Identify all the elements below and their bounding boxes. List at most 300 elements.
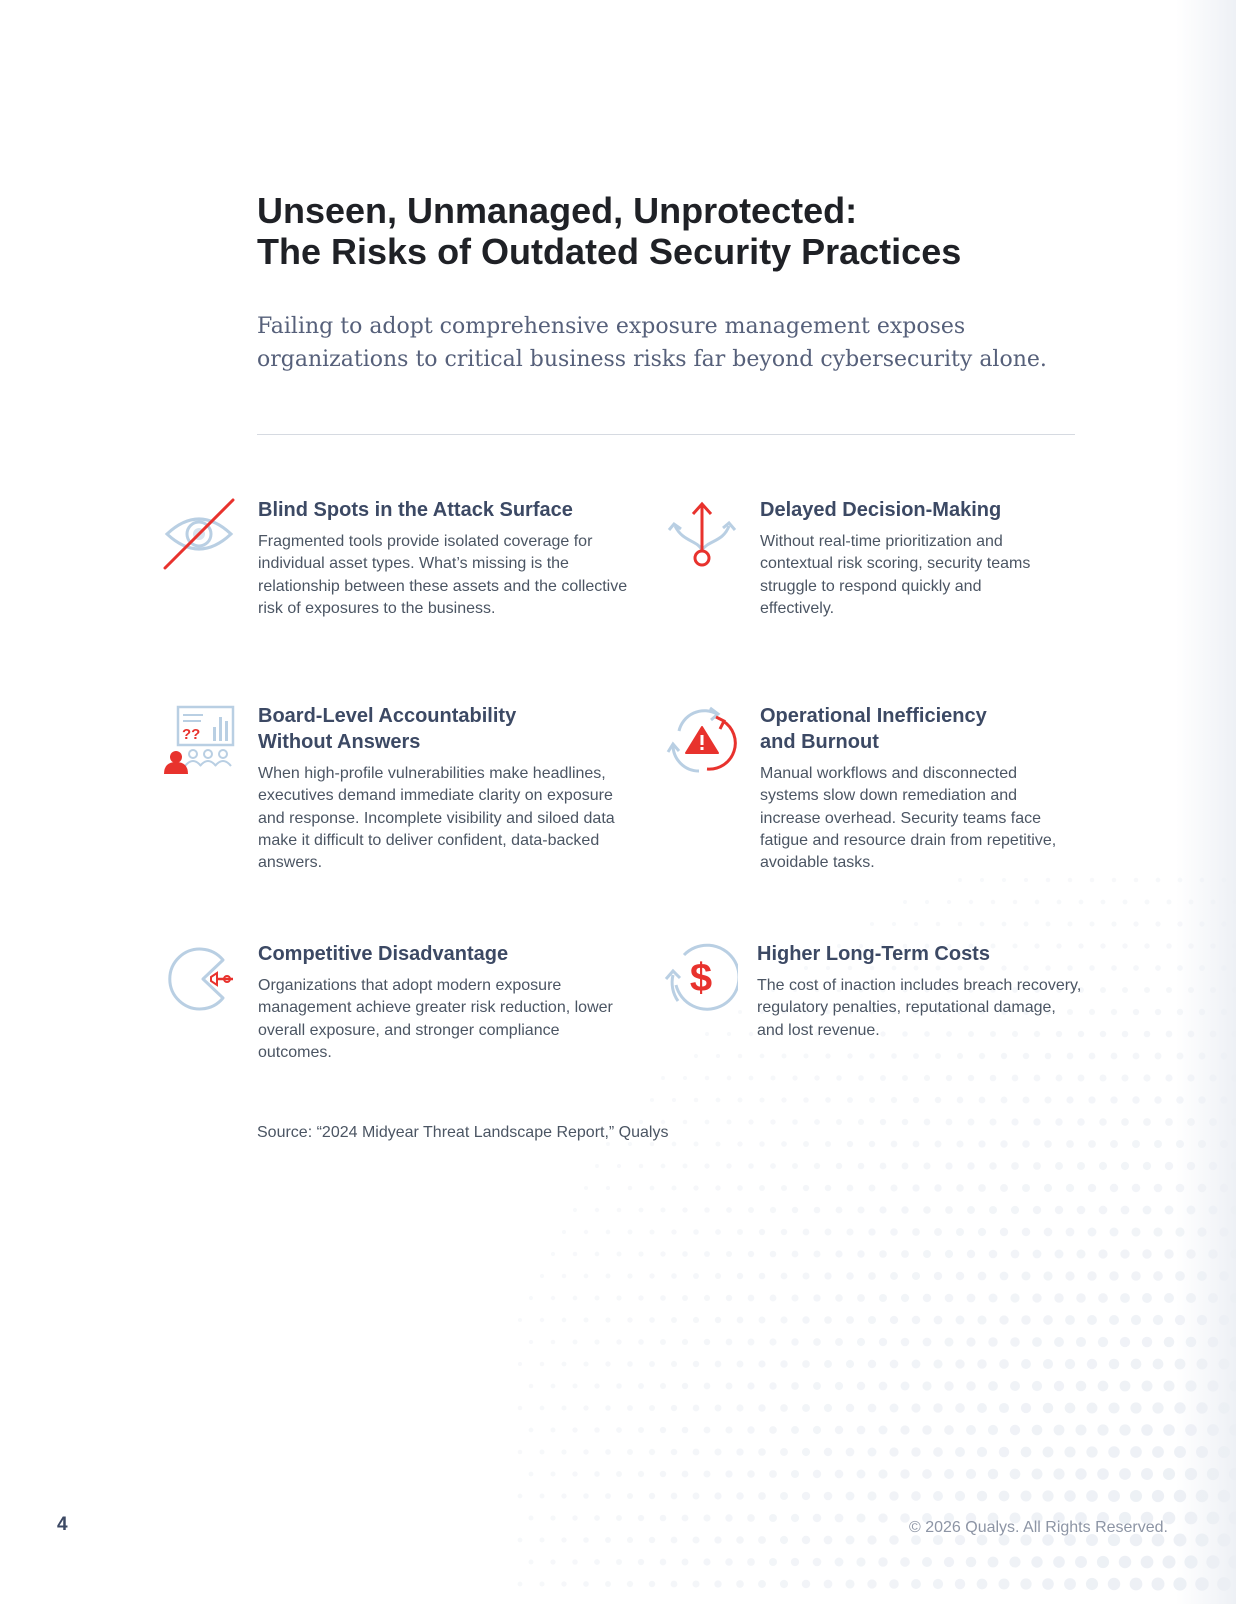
halftone-dot	[671, 1581, 678, 1588]
halftone-dot	[868, 1404, 877, 1413]
halftone-dot	[649, 1449, 655, 1455]
halftone-dot	[1163, 1468, 1175, 1480]
halftone-dot	[561, 1449, 566, 1454]
halftone-dot	[813, 1470, 821, 1478]
risk-item-title-line: Operational Inefficiency	[760, 705, 987, 727]
halftone-dot	[1031, 1556, 1042, 1567]
halftone-dot	[802, 1492, 810, 1500]
halftone-dot	[605, 1493, 611, 1499]
risk-item-long-term-costs	[757, 941, 1082, 1042]
halftone-dot	[1021, 1491, 1032, 1502]
halftone-dot	[1010, 1337, 1020, 1347]
halftone-dot	[846, 1492, 855, 1501]
halftone-dot	[1110, 1096, 1117, 1103]
halftone-dot	[934, 1272, 942, 1280]
halftone-dot	[1046, 922, 1051, 927]
halftone-dot	[1132, 1096, 1139, 1103]
halftone-dot	[924, 1075, 930, 1081]
halftone-dot	[540, 1362, 545, 1367]
halftone-dot	[803, 1229, 810, 1236]
halftone-dot	[726, 1207, 732, 1213]
halftone-dot	[858, 1163, 865, 1170]
halftone-dot	[870, 922, 874, 926]
halftone-dot	[791, 1338, 798, 1345]
halftone-dot	[583, 1537, 589, 1543]
halftone-dot	[671, 1361, 677, 1367]
halftone-dot	[1032, 1469, 1043, 1480]
halftone-dot	[857, 1382, 865, 1390]
halftone-dot	[1153, 1227, 1162, 1236]
halftone-dot	[858, 1119, 864, 1125]
halftone-dot	[780, 1580, 788, 1588]
halftone-dot	[847, 1097, 853, 1103]
halftone-dot	[573, 1296, 578, 1301]
halftone-dot	[891, 1141, 898, 1148]
halftone-dot	[1097, 1424, 1108, 1435]
halftone-dot	[1068, 878, 1072, 882]
halftone-dot	[715, 1405, 722, 1412]
halftone-dot	[947, 900, 951, 904]
halftone-dot	[649, 1361, 655, 1367]
halftone-dot	[627, 1405, 633, 1411]
halftone-dot	[573, 1208, 577, 1212]
halftone-dot	[923, 1206, 931, 1214]
halftone-dot	[649, 1405, 655, 1411]
halftone-dot	[878, 1469, 887, 1478]
halftone-dot	[1044, 1140, 1052, 1148]
halftone-dot	[594, 1339, 599, 1344]
halftone-dot	[1044, 1096, 1051, 1103]
halftone-dot	[1163, 1556, 1176, 1569]
halftone-dot	[551, 1384, 556, 1389]
halftone-dot	[824, 1404, 832, 1412]
halftone-dot	[913, 1141, 920, 1148]
halftone-dot	[682, 1427, 689, 1434]
halftone-dot	[1043, 1359, 1053, 1369]
halftone-dot	[1055, 1250, 1064, 1259]
halftone-dot	[671, 1229, 676, 1234]
halftone-dot	[911, 1403, 920, 1412]
halftone-dot	[1100, 987, 1106, 993]
page-number: 4	[57, 1514, 68, 1535]
halftone-dot	[1077, 1162, 1085, 1170]
halftone-dot	[1120, 1337, 1130, 1347]
halftone-dot	[890, 1404, 899, 1413]
halftone-dot	[1156, 878, 1161, 883]
halftone-dot	[616, 1559, 622, 1565]
halftone-dot	[925, 900, 929, 904]
halftone-dot	[792, 1163, 798, 1169]
halftone-dot	[584, 1230, 588, 1234]
halftone-dot	[780, 1536, 788, 1544]
halftone-dot	[693, 1493, 700, 1500]
halftone-dot	[1075, 1556, 1087, 1568]
halftone-dot	[1065, 1271, 1074, 1280]
halftone-dot	[660, 1427, 666, 1433]
halftone-dot	[1119, 1424, 1130, 1435]
halftone-dot	[999, 1359, 1009, 1369]
halftone-dot	[977, 1315, 986, 1324]
halftone-dot	[759, 1317, 766, 1324]
halftone-dot	[572, 1471, 577, 1476]
halftone-dot	[780, 1492, 788, 1500]
halftone-dot	[705, 1076, 709, 1080]
halftone-dot	[835, 1338, 843, 1346]
halftone-dot	[605, 1449, 611, 1455]
halftone-dot	[1089, 921, 1094, 926]
risk-item-body: The cost of inaction includes breach recovery, regulatory penalties, reputational damage, and lost revenue.	[757, 977, 1082, 1039]
halftone-dot	[978, 1184, 986, 1192]
halftone-dot	[617, 1208, 622, 1213]
halftone-dot	[1000, 1140, 1007, 1147]
halftone-dot	[1024, 922, 1029, 927]
risk-item-title	[258, 497, 628, 523]
halftone-dot	[1064, 1578, 1076, 1590]
halftone-dot	[1054, 1381, 1064, 1391]
halftone-dot	[1141, 1556, 1154, 1569]
halftone-dot	[759, 1141, 765, 1147]
halftone-dot	[1022, 1140, 1030, 1148]
halftone-dot	[803, 1097, 809, 1103]
source-citation: Source: “2024 Midyear Threat Landscape Report,” Qualys	[257, 1124, 669, 1141]
warning-cycle-icon	[665, 703, 739, 777]
halftone-dot	[999, 1491, 1010, 1502]
halftone-dot	[781, 1097, 786, 1102]
halftone-dot	[660, 1251, 665, 1256]
halftone-dot	[1131, 1271, 1141, 1281]
halftone-dot	[966, 1557, 977, 1568]
halftone-dot	[846, 1228, 853, 1235]
halftone-dot	[1067, 921, 1072, 926]
halftone-dot	[770, 1251, 777, 1258]
halftone-dot	[802, 1404, 810, 1412]
halftone-dot	[682, 1559, 689, 1566]
halftone-dot	[671, 1405, 677, 1411]
halftone-dot	[650, 1186, 655, 1191]
halftone-dot	[627, 1317, 632, 1322]
halftone-dot	[1023, 1053, 1029, 1059]
halftone-dot	[802, 1580, 810, 1588]
halftone-dot	[902, 1119, 909, 1126]
halftone-dot	[693, 1317, 699, 1323]
halftone-dot	[1110, 1184, 1118, 1192]
page-title-line-2: The Risks of Outdated Security Practices	[257, 231, 962, 272]
halftone-dot	[671, 1493, 678, 1500]
halftone-dot	[923, 1162, 930, 1169]
halftone-dot	[769, 1338, 776, 1345]
halftone-dot	[758, 1536, 766, 1544]
halftone-dot	[912, 1272, 920, 1280]
halftone-dot	[945, 1294, 954, 1303]
halftone-dot	[835, 1294, 843, 1302]
halftone-dot	[529, 1472, 534, 1477]
halftone-dot	[1011, 1118, 1018, 1125]
risk-item-title-line: Blind Spots in the Attack Surface	[258, 499, 573, 521]
risk-item-title	[258, 703, 633, 755]
halftone-dot	[770, 1075, 775, 1080]
halftone-dot	[1079, 900, 1084, 905]
halftone-dot	[781, 1229, 788, 1236]
halftone-dot	[880, 1163, 887, 1170]
halftone-dot	[835, 1470, 844, 1479]
halftone-dot	[999, 1315, 1008, 1324]
halftone-dot	[955, 1491, 965, 1501]
halftone-dot	[988, 1557, 999, 1568]
halftone-dot	[1163, 1380, 1174, 1391]
halftone-dot	[660, 1207, 665, 1212]
halftone-dot	[529, 1296, 533, 1300]
halftone-dot	[1131, 1359, 1142, 1370]
halftone-dot	[572, 1559, 578, 1565]
halftone-dot	[1099, 1162, 1107, 1170]
halftone-dot	[980, 878, 984, 882]
halftone-dot	[1042, 1490, 1053, 1501]
halftone-dot	[791, 1558, 799, 1566]
halftone-dot	[738, 1098, 743, 1103]
halftone-dot	[638, 1295, 643, 1300]
halftone-dot	[825, 1185, 832, 1192]
halftone-dot	[683, 1164, 688, 1169]
halftone-dot	[1134, 878, 1139, 883]
halftone-dot	[890, 1316, 898, 1324]
risk-item-competitive-disadvantage	[258, 941, 628, 1064]
halftone-dot	[792, 1207, 798, 1213]
halftone-dot	[1152, 1402, 1163, 1413]
halftone-dot	[638, 1383, 644, 1389]
halftone-dot	[758, 1580, 766, 1588]
halftone-dot	[835, 1250, 842, 1257]
halftone-dot	[835, 1382, 843, 1390]
halftone-dot	[924, 1119, 931, 1126]
halftone-dot	[813, 1382, 821, 1390]
halftone-dot	[638, 1427, 644, 1433]
halftone-dot	[518, 1318, 522, 1322]
intro-text: Failing to adopt comprehensive exposure management exposes organizations to critical business risks far beyond cybersecurity alone.	[257, 314, 1047, 372]
halftone-dot	[1033, 1118, 1040, 1125]
halftone-dot	[769, 1558, 777, 1566]
halftone-dot	[703, 1470, 710, 1477]
halftone-dot	[1056, 1075, 1063, 1082]
halftone-dot	[1043, 1403, 1054, 1414]
halftone-dot	[583, 1361, 588, 1366]
halftone-dot	[529, 1516, 534, 1521]
halftone-dot	[649, 1537, 655, 1543]
halftone-dot	[693, 1229, 699, 1235]
halftone-dot	[847, 1141, 853, 1147]
halftone-dot	[1132, 1184, 1141, 1193]
page-title	[257, 190, 1137, 272]
divider	[257, 434, 1075, 435]
halftone-dot	[638, 1559, 644, 1565]
halftone-dot	[747, 1426, 754, 1433]
halftone-dot	[562, 1362, 567, 1367]
halftone-dot	[704, 1339, 710, 1345]
halftone-dot	[540, 1318, 544, 1322]
risk-item-title	[757, 941, 1082, 967]
halftone-dot	[692, 1580, 699, 1587]
halftone-dot	[857, 1206, 864, 1213]
halftone-dot	[1088, 1096, 1095, 1103]
halftone-dot	[999, 1447, 1009, 1457]
halftone-dot	[738, 1010, 742, 1014]
halftone-dot	[989, 1206, 997, 1214]
halftone-dot	[1010, 1293, 1019, 1302]
halftone-dot	[703, 1558, 710, 1565]
halftone-dot	[836, 1119, 842, 1125]
halftone-dot	[890, 1272, 898, 1280]
halftone-dot	[760, 1054, 765, 1059]
halftone-dot	[649, 1229, 654, 1234]
halftone-dot	[561, 1537, 566, 1542]
halftone-dot	[627, 1537, 633, 1543]
halftone-dot	[1075, 1424, 1086, 1435]
halftone-dot	[979, 1053, 985, 1059]
halftone-dot	[1133, 965, 1139, 971]
halftone-dot	[977, 1579, 988, 1590]
halftone-dot	[606, 1230, 611, 1235]
halftone-dot	[946, 1075, 952, 1081]
halftone-dot	[1033, 1162, 1041, 1170]
halftone-dot	[1055, 1162, 1063, 1170]
halftone-dot	[1034, 1075, 1041, 1082]
halftone-dot	[868, 1272, 876, 1280]
halftone-dot	[1098, 1293, 1108, 1303]
halftone-dot	[966, 1469, 976, 1479]
halftone-dot	[1035, 900, 1040, 905]
halftone-dot	[802, 1448, 810, 1456]
halftone-dot	[1142, 1381, 1153, 1392]
halftone-dot	[758, 1448, 766, 1456]
halftone-dot	[1142, 1249, 1151, 1258]
halftone-dot	[661, 1164, 666, 1169]
halftone-dot	[682, 1339, 688, 1345]
halftone-dot	[966, 1425, 976, 1435]
halftone-dot	[1021, 1359, 1031, 1369]
halftone-dot	[824, 1536, 833, 1545]
halftone-dot	[944, 1557, 954, 1567]
halftone-dot	[1131, 1315, 1141, 1325]
halftone-dot	[595, 1208, 599, 1212]
halftone-dot	[979, 1097, 986, 1104]
halftone-dot	[933, 1359, 942, 1368]
halftone-dot	[1089, 1009, 1095, 1015]
halftone-dot	[594, 1471, 600, 1477]
halftone-dot	[584, 1186, 588, 1190]
halftone-dot	[968, 1119, 975, 1126]
halftone-dot	[1110, 1228, 1119, 1237]
halftone-dot	[922, 1425, 931, 1434]
halftone-dot	[758, 1492, 766, 1500]
halftone-dot	[583, 1493, 589, 1499]
halftone-dot	[912, 1316, 921, 1325]
halftone-dot	[1066, 1184, 1074, 1192]
halftone-dot	[867, 1579, 876, 1588]
halftone-dot	[824, 1316, 832, 1324]
halftone-dot	[846, 1536, 855, 1545]
halftone-dot	[551, 1428, 556, 1433]
halftone-dot	[1164, 1293, 1174, 1303]
halftone-dot	[1066, 1096, 1073, 1103]
halftone-dot	[550, 1471, 555, 1476]
halftone-dot	[933, 1491, 943, 1501]
halftone-dot	[836, 1207, 843, 1214]
halftone-dot	[1042, 1578, 1054, 1590]
risk-item-title	[258, 941, 628, 967]
halftone-dot	[562, 1318, 567, 1323]
halftone-dot	[1076, 1293, 1086, 1303]
halftone-dot	[836, 1075, 842, 1081]
halftone-dot	[671, 1449, 678, 1456]
halftone-dot	[1130, 1402, 1141, 1413]
halftone-dot	[749, 1032, 753, 1036]
halftone-dot	[1165, 1206, 1174, 1215]
halftone-dot	[900, 1425, 909, 1434]
halftone-dot	[725, 1514, 732, 1521]
halftone-dot	[901, 1338, 910, 1347]
halftone-dot	[914, 922, 918, 926]
halftone-dot	[682, 1251, 688, 1257]
halftone-dot	[693, 1361, 699, 1367]
halftone-dot	[1010, 1381, 1020, 1391]
halftone-dot	[880, 1075, 886, 1081]
halftone-dot	[846, 1448, 855, 1457]
halftone-dot	[857, 1470, 866, 1479]
halftone-dot	[628, 1230, 633, 1235]
halftone-dot	[671, 1317, 677, 1323]
halftone-dot	[627, 1273, 632, 1278]
halftone-dot	[605, 1581, 611, 1587]
halftone-dot	[911, 1447, 920, 1456]
halftone-dot	[529, 1340, 533, 1344]
halftone-dot	[901, 1250, 909, 1258]
halftone-dot	[977, 1447, 987, 1457]
halftone-dot	[747, 1514, 755, 1522]
risk-item-title	[760, 497, 1060, 523]
halftone-dot	[1032, 1293, 1041, 1302]
halftone-dot	[1141, 1424, 1153, 1436]
halftone-dot	[890, 1184, 897, 1191]
halftone-dot	[825, 1053, 830, 1058]
halftone-dot	[572, 1383, 577, 1388]
halftone-dot	[725, 1558, 732, 1565]
halftone-dot	[518, 1538, 523, 1543]
halftone-dot	[957, 1097, 964, 1104]
halftone-dot	[1066, 1140, 1074, 1148]
halftone-dot	[1098, 1381, 1109, 1392]
halftone-dot	[857, 1426, 866, 1435]
halftone-dot	[955, 1403, 965, 1413]
halftone-dot	[1111, 1009, 1117, 1015]
halftone-dot	[1108, 1402, 1119, 1413]
halftone-dot	[1044, 1184, 1052, 1192]
halftone-dot	[890, 1228, 898, 1236]
halftone-dot	[703, 1514, 710, 1521]
halftone-dot	[715, 1317, 721, 1323]
halftone-dot	[824, 1492, 833, 1501]
halftone-dot	[857, 1250, 864, 1257]
halftone-dot	[824, 1580, 833, 1589]
halftone-dot	[1155, 965, 1161, 971]
halftone-dot	[889, 1447, 898, 1456]
halftone-dot	[1076, 1381, 1087, 1392]
halftone-dot	[1164, 1337, 1175, 1348]
halftone-dot	[759, 1229, 765, 1235]
halftone-dot	[1110, 1140, 1118, 1148]
halftone-dot	[1009, 1556, 1020, 1567]
halftone-dot	[727, 1032, 731, 1036]
halftone-dot	[998, 1578, 1009, 1589]
halftone-dot	[1076, 1249, 1085, 1258]
